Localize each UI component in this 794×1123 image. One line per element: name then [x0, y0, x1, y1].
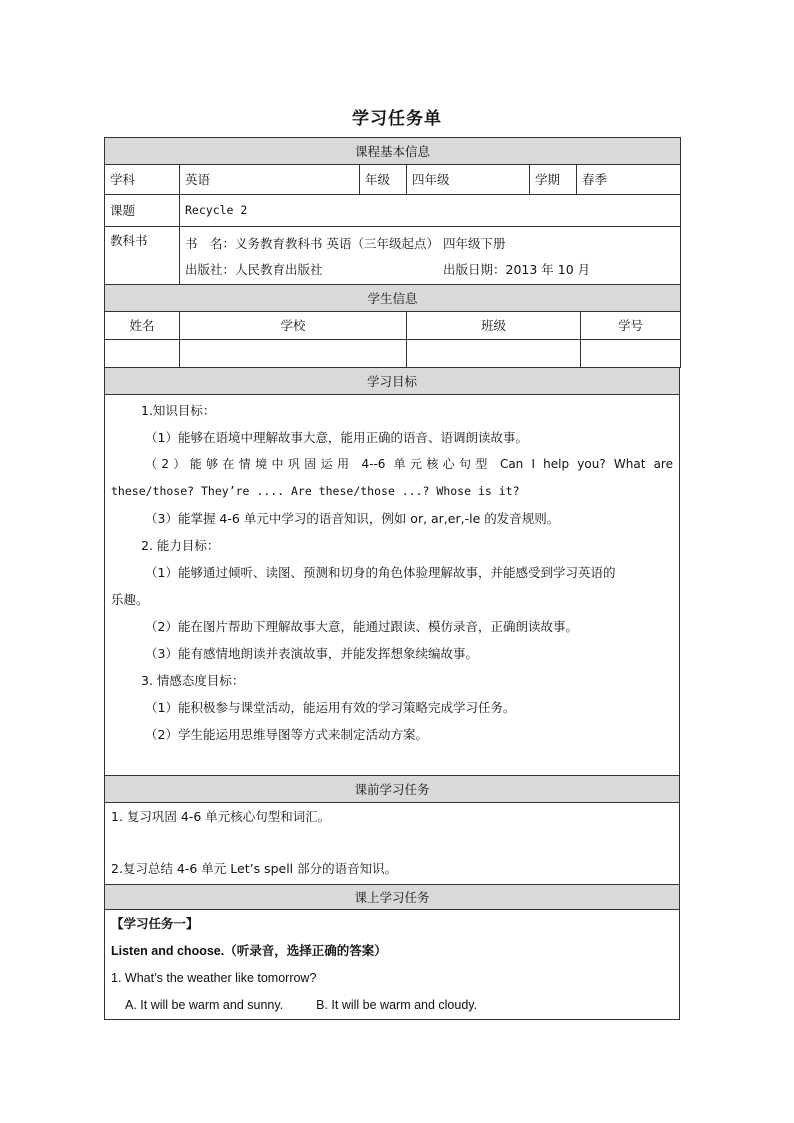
page-title: 学习任务单: [352, 109, 442, 129]
objective-line: these/those? They’re .... Are these/those ...? Whose is it?: [111, 484, 520, 498]
objective-line: 3. 情感态度目标：: [141, 673, 245, 688]
option-a: A. It will be warm and sunny.: [125, 998, 284, 1012]
term-value: 春季: [577, 165, 681, 195]
name-field[interactable]: [105, 340, 180, 368]
topic-label: 课题: [105, 195, 180, 227]
objective-line: （2）学生能运用思维导图等方式来制定活动方案。: [145, 727, 428, 742]
pre-task-1: 1. 复习巩固 4-6 单元核心句型和词汇。: [111, 809, 331, 824]
in-class-table: [104, 884, 680, 1020]
objective-line: （2）能够在情境中巩固运用 4--6 单元核心句型 Can I help you? What are: [145, 457, 673, 471]
objective-line: （2）能在图片帮助下理解故事大意，能通过跟读、模仿录音，正确朗读故事。: [145, 619, 578, 634]
in-class-header: 课上学习任务: [105, 885, 680, 910]
objective-line: 乐趣。: [111, 592, 149, 607]
subject-label: 学科: [105, 165, 180, 195]
publisher-row: [185, 257, 675, 283]
pre-tasks-body: [105, 803, 680, 885]
publisher-line: 出版社：人民教育出版社: [185, 262, 323, 277]
grade-label: 年级: [360, 165, 407, 195]
objective-line: （1）能够通过倾听、读图、预测和切身的角色体验理解故事，并能感受到学习英语的: [145, 565, 616, 580]
subject-value: 英语: [180, 165, 360, 195]
objectives-header: 学习目标: [105, 368, 680, 395]
instruction: [111, 937, 673, 965]
pre-task-2: 2.复习总结 4-6 单元 Let’s spell 部分的语音知识。: [111, 861, 398, 876]
instruction-en: Listen and choose.: [111, 944, 225, 958]
question-1-options: [111, 992, 673, 1019]
textbook-label: 教科书: [105, 227, 180, 285]
term-label: 学期: [530, 165, 577, 195]
book-name-line: 书 名：义务教育教科书 英语（三年级起点） 四年级下册: [185, 236, 506, 251]
col-class: 班级: [407, 312, 581, 340]
objectives-body: [105, 395, 680, 776]
course-info-header: 课程基本信息: [105, 138, 681, 165]
question-1: 1. What’s the weather like tomorrow?: [111, 971, 317, 985]
school-field[interactable]: [180, 340, 407, 368]
objective-line: （1）能积极参与课堂活动，能运用有效的学习策略完成学习任务。: [145, 700, 516, 715]
col-student-id: 学号: [581, 312, 681, 340]
student-info-table: [104, 284, 681, 368]
student-info-header: 学生信息: [105, 285, 681, 312]
pre-tasks-table: [104, 775, 680, 885]
in-class-body: [105, 910, 680, 1020]
objective-line: （3）能掌握 4-6 单元中学习的语音知识，例如 or, ar,er,-le 的发音规则。: [145, 511, 560, 526]
col-name: 姓名: [105, 312, 180, 340]
class-field[interactable]: [407, 340, 581, 368]
col-school: 学校: [180, 312, 407, 340]
topic-value: Recycle 2: [180, 195, 681, 227]
task-table: [104, 137, 681, 285]
instruction-cn: （听录音，选择正确的答案）: [224, 943, 387, 958]
objective-line: （1）能够在语境中理解故事大意，能用正确的语音、语调朗读故事。: [145, 430, 528, 445]
textbook-details: [180, 227, 681, 285]
objective-line: 1.知识目标：: [141, 403, 216, 418]
grade-value: 四年级: [407, 165, 530, 195]
task-heading: 【学习任务一】: [111, 916, 199, 931]
objectives-table: [104, 367, 680, 776]
student-id-field[interactable]: [581, 340, 681, 368]
option-b: B. It will be warm and cloudy.: [316, 998, 478, 1012]
publish-date-line: 出版日期：2013 年 10 月: [443, 262, 591, 277]
objective-line: 2. 能力目标：: [141, 538, 220, 553]
objective-line: （3）能有感情地朗读并表演故事，并能发挥想象续编故事。: [145, 646, 478, 661]
task-sheet: [104, 137, 680, 1020]
pre-tasks-header: 课前学习任务: [105, 776, 680, 803]
